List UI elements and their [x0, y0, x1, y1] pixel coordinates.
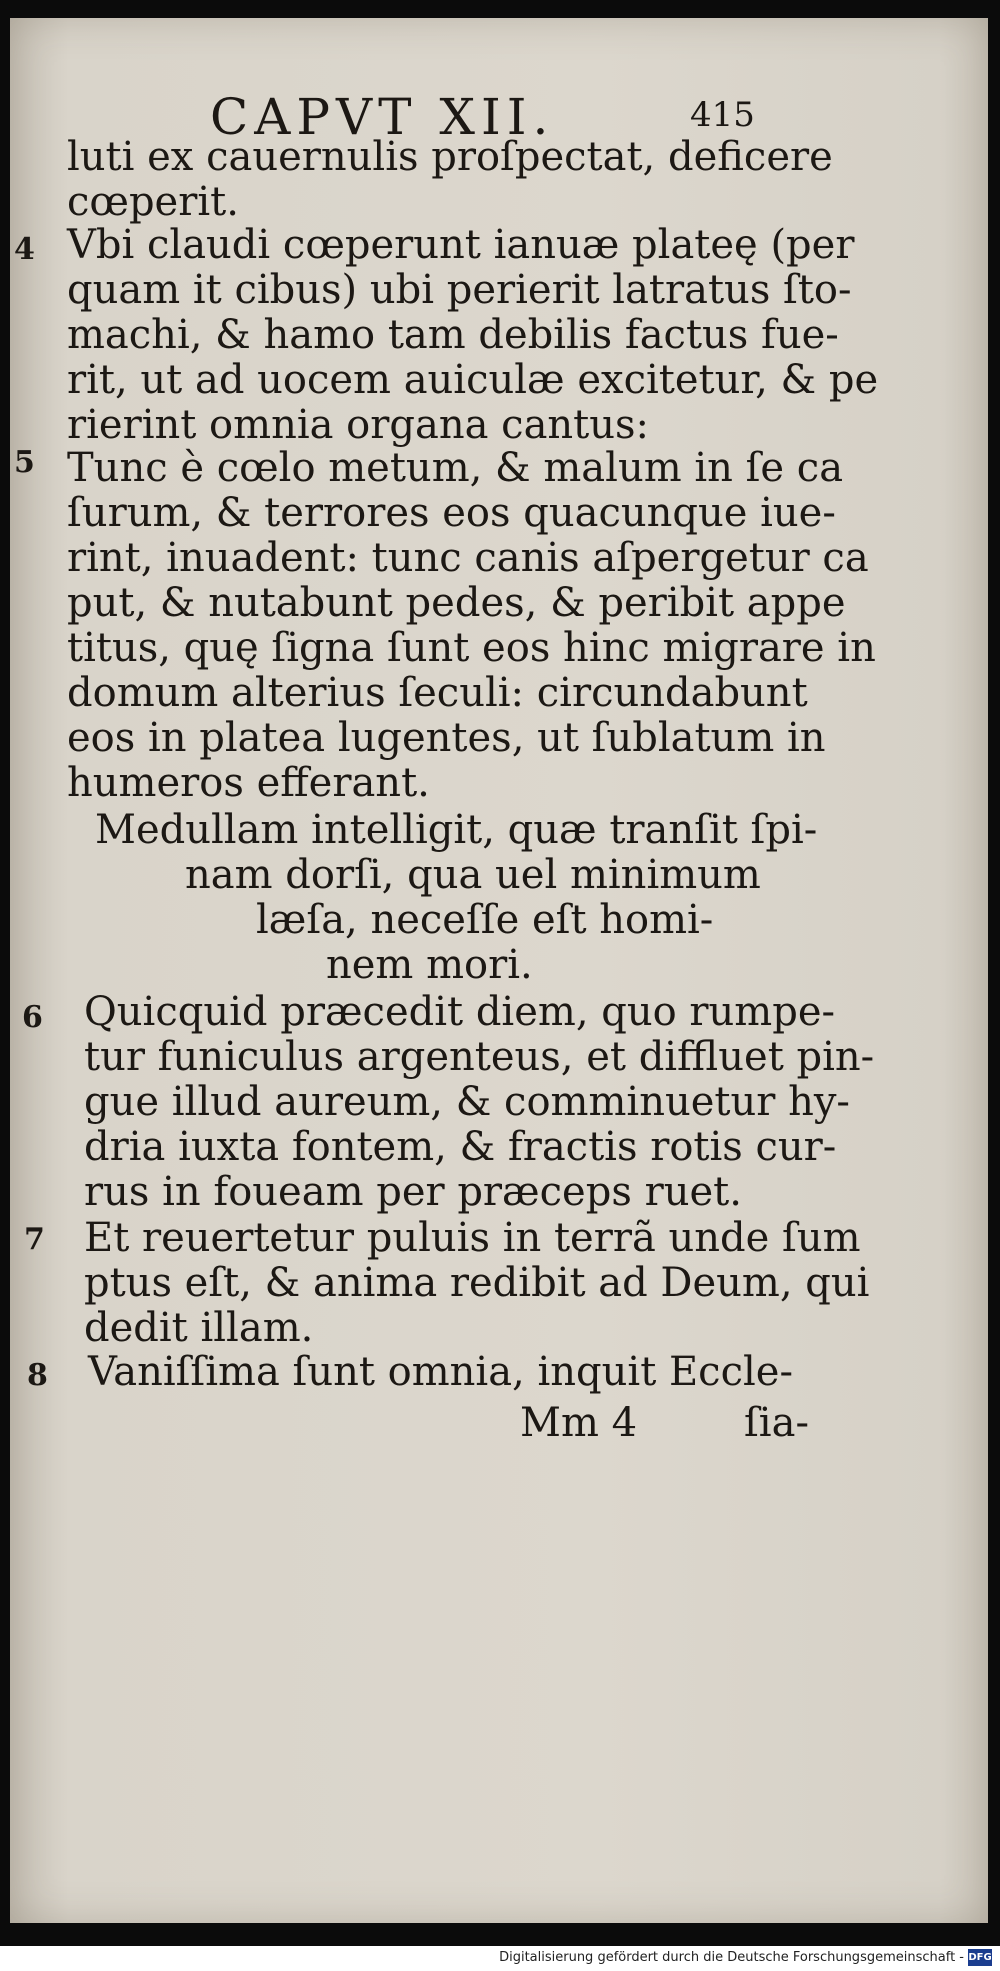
- text-line: rierint omnia organa cantus:: [67, 402, 650, 448]
- text-line: humeros efferant.: [67, 760, 430, 806]
- commentary-line: Medullam intelligit, quæ tranſit ſpi-: [95, 807, 818, 853]
- text-line: luti ex cauernulis proſpectat, deficere: [67, 134, 833, 180]
- funding-credit: Digitalisierung gefördert durch die Deutsche Forschungsgemeinschaft -: [499, 1950, 964, 1965]
- text-line: tur funiculus argenteus, et diffluet pin-: [84, 1034, 875, 1080]
- text-line: dedit illam.: [84, 1305, 314, 1351]
- catchword: ſia-: [744, 1400, 809, 1446]
- text-line: rint, inuadent: tunc canis aſpergetur ca: [67, 535, 869, 581]
- text-line: cœperit.: [67, 179, 239, 225]
- text-line: domum alterius ſeculi: circundabunt: [67, 670, 808, 716]
- commentary-line: nam dorſi, qua uel minimum: [185, 852, 761, 898]
- text-line: rus in foueam per præceps ruet.: [84, 1169, 742, 1215]
- text-line: gue illud aureum, & comminuetur hy-: [84, 1079, 850, 1125]
- running-head: CAPVT XII.: [210, 88, 555, 146]
- text-line: dria iuxta fontem, & fractis rotis cur-: [84, 1124, 837, 1170]
- text-line: eos in platea lugentes, ut ſublatum in: [67, 715, 826, 761]
- verse-number: 7: [24, 1222, 45, 1257]
- text-line: Vaniſſima ſunt omnia, inquit Eccle-: [88, 1349, 793, 1395]
- page-number: 415: [690, 95, 755, 135]
- verse-number: 6: [22, 1000, 43, 1035]
- text-line: quam it cibus) ubi perierit latratus ſto-: [67, 267, 852, 313]
- verse-number: 8: [27, 1358, 48, 1393]
- text-line: Vbi claudi cœperunt ianuæ plateę (per: [67, 222, 855, 268]
- commentary-line: nem mori.: [326, 942, 533, 988]
- text-line: Et reuertetur puluis in terrã unde ſum: [84, 1215, 861, 1261]
- text-line: ptus eſt, & anima redibit ad Deum, qui: [84, 1260, 870, 1306]
- text-line: Tunc è cœlo metum, & malum in ſe ca: [67, 445, 844, 491]
- commentary-line: læſa, neceſſe eſt homi-: [256, 897, 714, 943]
- text-line: titus, quę ſigna ſunt eos hinc migrare in: [67, 625, 876, 671]
- dfg-logo-icon: DFG: [968, 1949, 992, 1966]
- verse-number: 4: [14, 232, 35, 267]
- signature-mark: Mm 4: [520, 1400, 638, 1446]
- text-line: machi, & hamo tam debilis factus fue-: [67, 312, 839, 358]
- text-line: put, & nutabunt pedes, & peribit appe: [67, 580, 846, 626]
- verse-number: 5: [14, 445, 35, 480]
- text-line: ſurum, & terrores eos quacunque iue-: [67, 490, 836, 536]
- text-line: rit, ut ad uocem auiculæ excitetur, & pe: [67, 357, 879, 403]
- text-line: Quicquid præcedit diem, quo rumpe-: [84, 989, 836, 1035]
